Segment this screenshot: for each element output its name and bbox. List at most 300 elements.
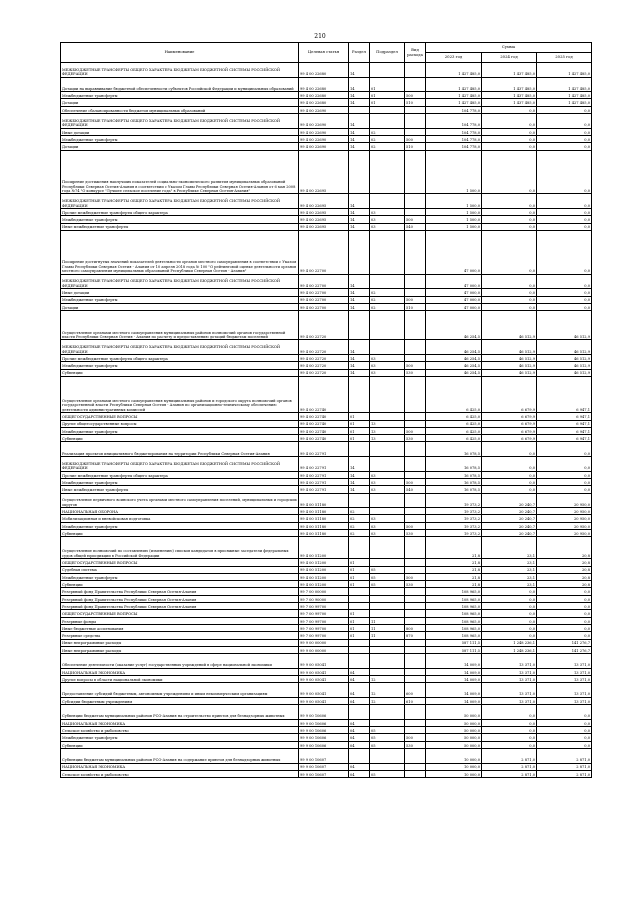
cell-expense-type — [405, 471, 426, 478]
cell-name: Сельское хозяйство и рыболовство — [61, 727, 299, 734]
cell-expense-type — [405, 106, 426, 113]
table-row — [61, 340, 592, 355]
cell-code: 99 4 00 22740 — [299, 435, 349, 442]
cell-subsection — [370, 457, 405, 472]
table-row — [61, 478, 592, 485]
cell-2023: 50 000,0 — [426, 727, 482, 734]
cell-section: 01 — [349, 427, 370, 434]
cell-subsection — [370, 114, 405, 129]
cell-name: Межбюджетные трансферты — [61, 92, 299, 99]
cell-expense-type — [405, 727, 426, 734]
cell-2025: 20,8 — [537, 581, 592, 588]
cell-expense-type: 530 — [405, 530, 426, 537]
cell-name: Иные межбюджетные трансферты — [61, 486, 299, 493]
table-row — [61, 128, 592, 135]
cell-code: 99 4 00 51200 — [299, 559, 349, 566]
cell-code: 99 4 00 22690 — [299, 135, 349, 142]
cell-section — [349, 654, 370, 669]
cell-2025: 0,0 — [537, 208, 592, 215]
cell-code: 99 4 00 22680 — [299, 92, 349, 99]
cell-2024: 0,0 — [482, 603, 537, 610]
cell-code: 99 4 00 22690 — [299, 106, 349, 113]
table-row — [61, 741, 592, 748]
cell-2025: 0,0 — [537, 603, 592, 610]
cell-2024: 2 871,0 — [482, 770, 537, 777]
cell-subsection: 02 — [370, 296, 405, 303]
table-row — [61, 362, 592, 369]
cell-2023: 46 254,5 — [426, 369, 482, 376]
cell-name: ОБЩЕГОСУДАРСТВЕННЫЕ ВОПРОСЫ — [61, 559, 299, 566]
cell-2025: 0,0 — [537, 106, 592, 113]
cell-code: 99 4 00 22690 — [299, 143, 349, 150]
cell-name: Обеспечение сбалансированности бюджетов муниципальных образований — [61, 106, 299, 113]
cell-subsection — [370, 106, 405, 113]
cell-code: 99 4 00 22740 — [299, 376, 349, 413]
table-row — [61, 376, 592, 413]
cell-name: Субсидии бюджетным учреждениям — [61, 697, 299, 704]
cell-name: Субвенции бюджетам муниципальных районов РСО-Алания на содержание приютов для безнадзорных животных — [61, 748, 299, 763]
cell-code: 99 9 00 10606 — [299, 719, 349, 726]
cell-section: 14 — [349, 63, 370, 78]
cell-section: 01 — [349, 566, 370, 573]
cell-code: 99 9 00 00000 — [299, 639, 349, 646]
table-row — [61, 194, 592, 209]
cell-2025: 46 512,9 — [537, 340, 592, 355]
table-row — [61, 223, 592, 230]
cell-2025: 0,0 — [537, 143, 592, 150]
cell-2025: 2 871,0 — [537, 763, 592, 770]
cell-2025: 6 947,1 — [537, 435, 592, 442]
cell-code: 99 4 00 22720 — [299, 354, 349, 361]
cell-2023: 47 000,0 — [426, 230, 482, 274]
cell-2025: 6 947,1 — [537, 376, 592, 413]
cell-name: Реализация проектов инициативного бюджетирования на территории Республики Северная Осетия-Алания — [61, 442, 299, 457]
cell-2024: 0,0 — [482, 610, 537, 617]
cell-name: Резервные фонды — [61, 617, 299, 624]
cell-2025: 0,0 — [537, 617, 592, 624]
cell-name: Судебная система — [61, 566, 299, 573]
cell-code: 99 4 00 22791 — [299, 471, 349, 478]
cell-2023: 587 111,5 — [426, 639, 482, 646]
cell-2025: 0,0 — [537, 230, 592, 274]
table-row — [61, 150, 592, 194]
cell-2023: 6 425,0 — [426, 420, 482, 427]
cell-section: 02 — [349, 508, 370, 515]
cell-code: 99 4 00 22740 — [299, 427, 349, 434]
cell-section: 01 — [349, 413, 370, 420]
table-row — [61, 603, 592, 610]
cell-code: 99 4 00 22690 — [299, 114, 349, 129]
table-row — [61, 683, 592, 698]
table-row — [61, 427, 592, 434]
cell-subsection: 11 — [370, 624, 405, 631]
cell-expense-type: 800 — [405, 624, 426, 631]
cell-expense-type — [405, 413, 426, 420]
cell-section: 14 — [349, 362, 370, 369]
cell-subsection — [370, 493, 405, 508]
cell-subsection — [370, 595, 405, 602]
cell-code: 99 4 00 22680 — [299, 77, 349, 92]
table-row — [61, 435, 592, 442]
table-row — [61, 493, 592, 508]
cell-code: 99 4 00 51180 — [299, 493, 349, 508]
cell-code: 99 4 00 22740 — [299, 413, 349, 420]
cell-subsection — [370, 230, 405, 274]
cell-code: 99 9 00 10607 — [299, 748, 349, 763]
cell-expense-type — [405, 537, 426, 559]
cell-2025: 46 512,9 — [537, 311, 592, 340]
cell-2024: 46 512,9 — [482, 354, 537, 361]
cell-section — [349, 106, 370, 113]
table-row — [61, 624, 592, 631]
cell-name: Межбюджетные трансферты — [61, 135, 299, 142]
cell-expense-type — [405, 639, 426, 646]
cell-expense-type — [405, 442, 426, 457]
cell-name: Иные непрограммные расходы — [61, 639, 299, 646]
cell-2024: 13 371,0 — [482, 683, 537, 698]
cell-subsection — [370, 646, 405, 653]
cell-2024: 6 679,9 — [482, 420, 537, 427]
table-row — [61, 522, 592, 529]
cell-subsection: 03 — [370, 522, 405, 529]
cell-2025: 1 427 485,0 — [537, 77, 592, 92]
cell-code: 99 9 00 10607 — [299, 763, 349, 770]
cell-code: 99 4 00 51200 — [299, 566, 349, 573]
cell-2024: 20 240,7 — [482, 530, 537, 537]
cell-section: 14 — [349, 216, 370, 223]
cell-2023: 1 500,0 — [426, 150, 482, 194]
cell-code: 99 4 00 22680 — [299, 63, 349, 78]
table-row — [61, 559, 592, 566]
cell-code: 99 4 00 22700 — [299, 289, 349, 296]
cell-name: НАЦИОНАЛЬНАЯ ЭКОНОМИКА — [61, 719, 299, 726]
table-row — [61, 668, 592, 675]
cell-2024: 0,0 — [482, 150, 537, 194]
cell-subsection: 05 — [370, 573, 405, 580]
cell-code: 99 4 00 22791 — [299, 478, 349, 485]
cell-name: Прочие межбюджетные трансферты общего характера — [61, 471, 299, 478]
cell-2023: 47 000,0 — [426, 274, 482, 289]
cell-expense-type — [405, 617, 426, 624]
cell-2024: 0,0 — [482, 734, 537, 741]
cell-name: Межбюджетные трансферты — [61, 522, 299, 529]
cell-section: 14 — [349, 369, 370, 376]
cell-name: МЕЖБЮДЖЕТНЫЕ ТРАНСФЕРТЫ ОБЩЕГО ХАРАКТЕРА БЮДЖЕТАМ БЮДЖЕТНОЙ СИСТЕМЫ РОССИЙСКОЙ ФЕДЕРАЦИИ — [61, 457, 299, 472]
cell-2024: 0,0 — [482, 128, 537, 135]
cell-2023: 1 500,0 — [426, 216, 482, 223]
cell-name: Другие вопросы в области национальной экономики — [61, 675, 299, 682]
cell-2025: 13 371,0 — [537, 697, 592, 704]
cell-section — [349, 230, 370, 274]
cell-section: 01 — [349, 581, 370, 588]
cell-2023: 19 373,2 — [426, 508, 482, 515]
cell-2023: 104 778,0 — [426, 135, 482, 142]
cell-2025: 0,0 — [537, 588, 592, 595]
cell-section: 02 — [349, 515, 370, 522]
cell-code: 99 9 00 10606 — [299, 741, 349, 748]
cell-2025: 13 371,0 — [537, 654, 592, 669]
cell-expense-type: 510 — [405, 99, 426, 106]
cell-2023: 19 373,2 — [426, 530, 482, 537]
cell-section: 04 — [349, 741, 370, 748]
cell-name: Осуществление полномочий по составлению (изменению) списков кандидатов в присяжные заседатели федеральных судов общей юрисдикции в Российской Федерации — [61, 537, 299, 559]
cell-code: 99 4 00 22791 — [299, 486, 349, 493]
cell-name: Субвенции — [61, 581, 299, 588]
cell-expense-type — [405, 77, 426, 92]
cell-name: Межбюджетные трансферты — [61, 296, 299, 303]
cell-code: 99 4 00 51200 — [299, 573, 349, 580]
cell-section: 14 — [349, 354, 370, 361]
cell-section: 14 — [349, 223, 370, 230]
cell-2025: 0,0 — [537, 734, 592, 741]
cell-2023: 46 254,5 — [426, 354, 482, 361]
cell-expense-type: 530 — [405, 369, 426, 376]
cell-name: Субвенции — [61, 369, 299, 376]
cell-2024: 20 240,7 — [482, 508, 537, 515]
cell-expense-type — [405, 603, 426, 610]
table-row — [61, 471, 592, 478]
cell-2024: 0,0 — [482, 303, 537, 310]
cell-name: Межбюджетные трансферты — [61, 573, 299, 580]
cell-2023: 21,8 — [426, 559, 482, 566]
cell-subsection: 02 — [370, 143, 405, 150]
cell-code: 99 4 00 22700 — [299, 303, 349, 310]
cell-name: Субвенции — [61, 435, 299, 442]
cell-section — [349, 705, 370, 720]
cell-2025: 20 950,0 — [537, 508, 592, 515]
cell-section: 14 — [349, 208, 370, 215]
cell-section: 14 — [349, 99, 370, 106]
cell-section — [349, 150, 370, 194]
cell-2025: 6 947,1 — [537, 413, 592, 420]
cell-2024: 46 512,9 — [482, 362, 537, 369]
cell-subsection: 05 — [370, 566, 405, 573]
cell-2023: 19 373,2 — [426, 522, 482, 529]
cell-section — [349, 537, 370, 559]
cell-expense-type — [405, 705, 426, 720]
cell-section: 01 — [349, 420, 370, 427]
budget-table — [60, 42, 592, 778]
cell-2024: 1 437 485,0 — [482, 99, 537, 106]
cell-2025: 46 512,9 — [537, 362, 592, 369]
cell-2024: 46 512,9 — [482, 311, 537, 340]
cell-expense-type — [405, 668, 426, 675]
cell-subsection — [370, 639, 405, 646]
cell-name: ОБЩЕГОСУДАРСТВЕННЫЕ ВОПРОСЫ — [61, 610, 299, 617]
cell-expense-type: 500 — [405, 362, 426, 369]
cell-2023: 108 965,0 — [426, 595, 482, 602]
cell-2023: 108 965,0 — [426, 632, 482, 639]
cell-name: Резервные средства — [61, 632, 299, 639]
cell-section: 02 — [349, 522, 370, 529]
table-row — [61, 296, 592, 303]
table-row — [61, 311, 592, 340]
cell-2025: 0,0 — [537, 216, 592, 223]
cell-expense-type — [405, 114, 426, 129]
cell-2025: 1 427 485,0 — [537, 99, 592, 106]
cell-subsection — [370, 537, 405, 559]
table-row — [61, 588, 592, 595]
cell-2024: 0,0 — [482, 230, 537, 274]
header-year-2025: 2025 год — [537, 53, 592, 63]
table-row — [61, 457, 592, 472]
cell-2023: 10 000,0 — [426, 770, 482, 777]
cell-section: 14 — [349, 92, 370, 99]
cell-expense-type: 610 — [405, 697, 426, 704]
cell-2023: 10 000,0 — [426, 763, 482, 770]
cell-section — [349, 646, 370, 653]
cell-code: 99 4 00 51180 — [299, 522, 349, 529]
cell-expense-type — [405, 289, 426, 296]
cell-2023: 16 078,5 — [426, 486, 482, 493]
cell-2024: 6 679,9 — [482, 413, 537, 420]
cell-2025: 20 950,0 — [537, 493, 592, 508]
cell-code: 99 7 00 99700 — [299, 624, 349, 631]
cell-section: 14 — [349, 457, 370, 472]
cell-code: 99 4 00 22695 — [299, 194, 349, 209]
cell-section: 14 — [349, 471, 370, 478]
cell-2024: 0,0 — [482, 135, 537, 142]
cell-subsection — [370, 748, 405, 763]
table-row — [61, 135, 592, 142]
cell-code: 99 9 00 05041 — [299, 683, 349, 698]
cell-2024: 13 371,0 — [482, 668, 537, 675]
cell-2024: 0,0 — [482, 478, 537, 485]
table-row — [61, 216, 592, 223]
cell-name: НАЦИОНАЛЬНАЯ ЭКОНОМИКА — [61, 763, 299, 770]
cell-expense-type: 530 — [405, 581, 426, 588]
cell-expense-type: 870 — [405, 632, 426, 639]
cell-name: Субвенции — [61, 530, 299, 537]
cell-expense-type — [405, 457, 426, 472]
cell-code: 99 4 00 22680 — [299, 99, 349, 106]
cell-2024: 0,0 — [482, 705, 537, 720]
cell-expense-type — [405, 508, 426, 515]
cell-2023: 1 427 485,0 — [426, 92, 482, 99]
cell-subsection: 03 — [370, 486, 405, 493]
cell-2024: 0,0 — [482, 617, 537, 624]
cell-name: Резервный фонд Правительства Республики Северная Осетия-Алания — [61, 603, 299, 610]
cell-2023: 587 111,5 — [426, 646, 482, 653]
cell-2025: 0,0 — [537, 289, 592, 296]
cell-2024: 0,0 — [482, 194, 537, 209]
cell-2025: 13 371,0 — [537, 668, 592, 675]
table-row — [61, 92, 592, 99]
cell-code: 99 4 00 51200 — [299, 537, 349, 559]
cell-section — [349, 603, 370, 610]
cell-2024: 0,0 — [482, 208, 537, 215]
cell-2024: 0,0 — [482, 442, 537, 457]
cell-subsection — [370, 559, 405, 566]
table-row — [61, 274, 592, 289]
cell-2024: 23,1 — [482, 581, 537, 588]
table-row — [61, 719, 592, 726]
cell-name: МЕЖБЮДЖЕТНЫЕ ТРАНСФЕРТЫ ОБЩЕГО ХАРАКТЕРА БЮДЖЕТАМ БЮДЖЕТНОЙ СИСТЕМЫ РОССИЙСКОЙ ФЕДЕРАЦИИ — [61, 63, 299, 78]
cell-expense-type: 530 — [405, 435, 426, 442]
cell-2025: 1 427 485,0 — [537, 63, 592, 78]
cell-2023: 1 500,0 — [426, 223, 482, 230]
cell-section: 04 — [349, 697, 370, 704]
cell-code: 99 4 00 22720 — [299, 369, 349, 376]
cell-code: 99 9 00 05041 — [299, 668, 349, 675]
cell-2025: 0,0 — [537, 624, 592, 631]
cell-section: 01 — [349, 435, 370, 442]
cell-section: 14 — [349, 486, 370, 493]
cell-name: Резервный фонд Правительства Республики Северная Осетия-Алания — [61, 595, 299, 602]
cell-2025: 13 371,0 — [537, 683, 592, 698]
cell-name: МЕЖБЮДЖЕТНЫЕ ТРАНСФЕРТЫ ОБЩЕГО ХАРАКТЕРА БЮДЖЕТАМ БЮДЖЕТНОЙ СИСТЕМЫ РОССИЙСКОЙ ФЕДЕРАЦИИ — [61, 194, 299, 209]
table-row — [61, 654, 592, 669]
cell-2025: 0,0 — [537, 223, 592, 230]
cell-2025: 0,0 — [537, 128, 592, 135]
table-row — [61, 705, 592, 720]
cell-subsection: 05 — [370, 770, 405, 777]
cell-2025: 1 427 485,0 — [537, 92, 592, 99]
cell-2024: 0,0 — [482, 296, 537, 303]
cell-section: 01 — [349, 573, 370, 580]
cell-code: 99 9 00 10607 — [299, 770, 349, 777]
cell-2024: 20 240,7 — [482, 515, 537, 522]
cell-2024: 23,1 — [482, 566, 537, 573]
cell-2023: 1 427 485,0 — [426, 63, 482, 78]
cell-expense-type: 540 — [405, 486, 426, 493]
cell-section: 04 — [349, 668, 370, 675]
cell-subsection — [370, 763, 405, 770]
cell-2024: 1 437 485,0 — [482, 92, 537, 99]
cell-section: 04 — [349, 770, 370, 777]
header-name: Наименование — [61, 43, 299, 63]
cell-2023: 50 000,0 — [426, 734, 482, 741]
cell-2025: 20,8 — [537, 566, 592, 573]
cell-2025: 46 512,9 — [537, 369, 592, 376]
cell-2025: 0,0 — [537, 486, 592, 493]
cell-subsection — [370, 376, 405, 413]
cell-section: 14 — [349, 303, 370, 310]
cell-subsection: 03 — [370, 354, 405, 361]
cell-expense-type — [405, 610, 426, 617]
cell-section: 02 — [349, 530, 370, 537]
cell-2024: 0,0 — [482, 457, 537, 472]
cell-2024: 1 437 485,0 — [482, 77, 537, 92]
cell-2025: 0,0 — [537, 442, 592, 457]
cell-code: 99 9 00 10606 — [299, 705, 349, 720]
cell-2025: 0,0 — [537, 610, 592, 617]
cell-name: МЕЖБЮДЖЕТНЫЕ ТРАНСФЕРТЫ ОБЩЕГО ХАРАКТЕРА БЮДЖЕТАМ БЮДЖЕТНОЙ СИСТЕМЫ РОССИЙСКОЙ ФЕДЕРАЦИИ — [61, 340, 299, 355]
cell-2025: 0,0 — [537, 471, 592, 478]
table-row — [61, 77, 592, 92]
cell-subsection: 03 — [370, 216, 405, 223]
cell-code: 99 4 00 22700 — [299, 296, 349, 303]
cell-section: 04 — [349, 675, 370, 682]
cell-code: 99 4 00 51180 — [299, 515, 349, 522]
cell-name: Дотации — [61, 303, 299, 310]
table-row — [61, 508, 592, 515]
table-row — [61, 114, 592, 129]
cell-2023: 21,8 — [426, 573, 482, 580]
table-row — [61, 770, 592, 777]
cell-2025: 0,0 — [537, 457, 592, 472]
cell-expense-type — [405, 566, 426, 573]
cell-2024: 0,0 — [482, 741, 537, 748]
cell-expense-type — [405, 340, 426, 355]
cell-2025: 20,8 — [537, 573, 592, 580]
cell-2025: 0,0 — [537, 741, 592, 748]
cell-2023: 10 000,0 — [426, 748, 482, 763]
cell-code: 99 9 00 10606 — [299, 727, 349, 734]
cell-section: 01 — [349, 610, 370, 617]
cell-2025: 2 871,0 — [537, 770, 592, 777]
cell-2023: 104 778,0 — [426, 114, 482, 129]
